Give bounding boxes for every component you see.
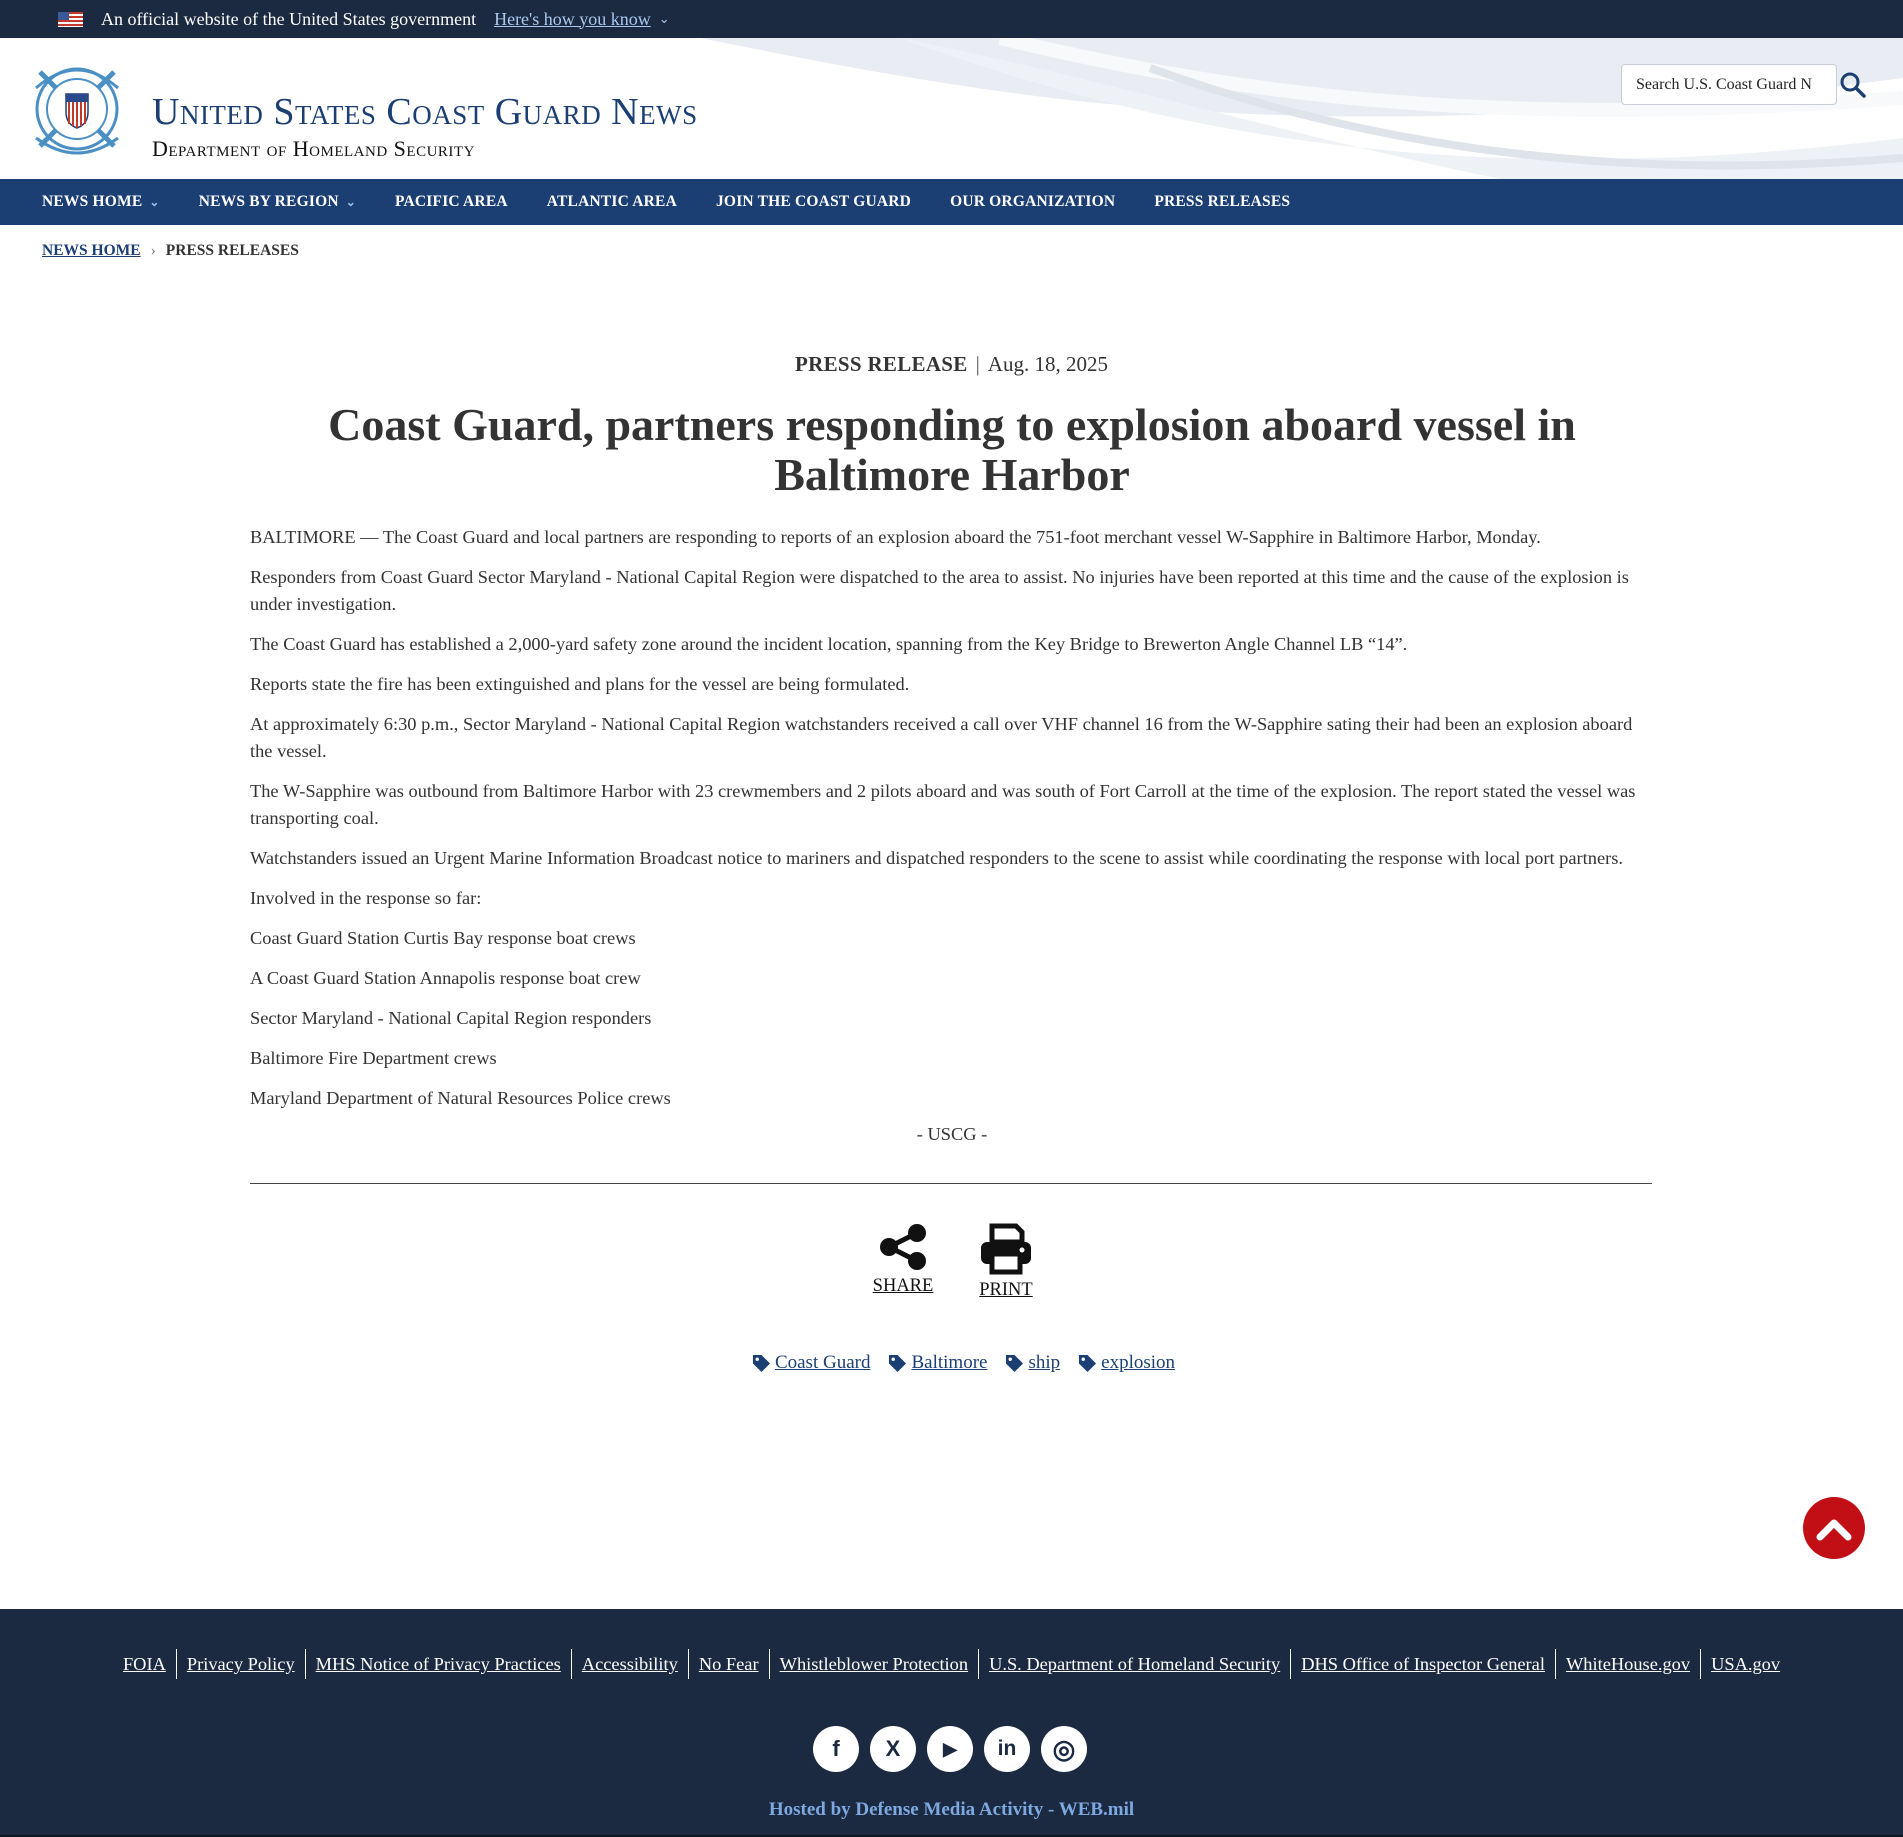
chevron-up-icon <box>1816 1515 1852 1541</box>
chevron-down-icon[interactable]: ⌄ <box>149 194 160 209</box>
tag-label: ship <box>1028 1352 1061 1373</box>
responder-list-item: Coast Guard Station Curtis Bay response boat crews <box>250 928 636 948</box>
tag-label: Baltimore <box>911 1352 988 1373</box>
footer-link-dhs[interactable]: U.S. Department of Homeland Security <box>978 1649 1290 1679</box>
responder-list-item: Baltimore Fire Department crews <box>250 1048 497 1068</box>
article-paragraph: Reports state the fire has been extinguished and plans for the vessel are being formulated. <box>250 674 910 694</box>
social-links <box>813 1726 1087 1772</box>
article-paragraph: Involved in the response so far: <box>250 888 482 908</box>
divider <box>250 1183 1652 1184</box>
article-type: PRESS RELEASE <box>795 352 968 376</box>
article-paragraph: The W-Sapphire was outbound from Baltimore Harbor with 23 crewmembers and 2 pilots aboard and was south of Fort Carroll at the time of the explosion. The report stated the vessel was transporting coal. <box>250 781 1636 828</box>
gov-banner-text: An official website of the United States government <box>101 8 477 29</box>
footer-links <box>0 1649 1903 1679</box>
footer-link-foia[interactable]: FOIA <box>122 1654 166 1674</box>
search-icon[interactable] <box>1838 70 1868 100</box>
nav-news-home[interactable] <box>42 193 160 211</box>
nav-join-coast-guard[interactable]: JOIN THE COAST GUARD <box>715 193 912 210</box>
responder-list-item: Maryland Department of Natural Resources Police crews <box>250 1088 671 1108</box>
tag-icon <box>888 1354 907 1373</box>
chevron-down-icon[interactable]: ⌄ <box>345 194 356 209</box>
x-icon[interactable]: X <box>870 1726 916 1772</box>
nav-label: NEWS HOME <box>42 193 143 210</box>
nav-press-releases[interactable]: PRESS RELEASES <box>1154 193 1291 210</box>
tag-label: Coast Guard <box>774 1352 871 1373</box>
tag-link[interactable] <box>752 1352 871 1374</box>
chevron-down-icon[interactable]: ⌄ <box>658 11 670 26</box>
tag-list <box>12 1352 1903 1374</box>
responder-list-item: Sector Maryland - National Capital Region responders <box>250 1008 652 1028</box>
print-icon <box>978 1222 1034 1276</box>
search-input[interactable] <box>1621 64 1837 105</box>
article-paragraph: Responders from Coast Guard Sector Maryland - National Capital Region were dispatched to the area to assist. No injuries have been reported at this time and the cause of the explosion is under investigation. <box>250 567 1629 614</box>
site-footer <box>0 1609 1903 1837</box>
print-label: PRINT <box>979 1280 1033 1300</box>
article-paragraph: At approximately 6:30 p.m., Sector Maryland - National Capital Region watchstanders received a call over VHF channel 16 from the W-Sapphire sating their had been an explosion aboard the vessel. <box>250 714 1633 761</box>
footer-link-accessibility[interactable]: Accessibility <box>571 1649 688 1679</box>
tag-link[interactable] <box>888 1352 987 1374</box>
article-meta <box>0 352 1903 377</box>
footer-link-dhs-oig[interactable]: DHS Office of Inspector General <box>1290 1649 1555 1679</box>
responder-list-item: A Coast Guard Station Annapolis response boat crew <box>250 968 641 988</box>
breadcrumb-home-link[interactable]: NEWS HOME <box>42 242 141 259</box>
facebook-icon[interactable]: f <box>813 1726 859 1772</box>
nav-pacific-area[interactable]: PACIFIC AREA <box>394 193 508 210</box>
footer-link-usa-gov[interactable]: USA.gov <box>1700 1649 1790 1679</box>
gov-banner <box>0 0 1903 38</box>
tag-link[interactable] <box>1005 1352 1060 1374</box>
hosted-by-link[interactable]: Hosted by Defense Media Activity - WEB.mil <box>768 1799 1135 1820</box>
footer-link-whistleblower[interactable]: Whistleblower Protection <box>769 1649 978 1679</box>
site-header <box>0 38 1903 179</box>
site-subtitle: Department of Homeland Security <box>152 136 475 161</box>
article-signature: - USCG - <box>916 1124 988 1144</box>
share-button[interactable] <box>870 1222 936 1297</box>
share-icon <box>877 1222 929 1272</box>
nav-our-organization[interactable]: OUR ORGANIZATION <box>950 193 1116 210</box>
main-nav <box>0 179 1903 225</box>
tag-label: explosion <box>1101 1352 1176 1373</box>
article-title: Coast Guard, partners responding to explosion aboard vessel in Baltimore Harbor <box>328 399 1576 500</box>
footer-link-mhs-notice[interactable]: MHS Notice of Privacy Practices <box>305 1649 571 1679</box>
article-paragraph: The Coast Guard has established a 2,000-yard safety zone around the incident location, spanning from the Key Bridge to Brewerton Angle Channel LB “14”. <box>250 634 1408 654</box>
footer-link-whitehouse[interactable]: WhiteHouse.gov <box>1555 1649 1700 1679</box>
heres-how-you-know-link[interactable]: Here's how you know <box>494 8 651 29</box>
tag-link[interactable] <box>1078 1352 1175 1374</box>
article-body <box>250 524 1654 1161</box>
back-to-top-button[interactable] <box>1803 1497 1865 1559</box>
article-paragraph: Watchstanders issued an Urgent Marine Information Broadcast notice to mariners and dispatched responders to the scene to assist while coordinating the response with local port partners. <box>250 848 1624 868</box>
us-flag-icon <box>58 12 83 27</box>
site-title[interactable]: United States Coast Guard News <box>152 91 698 133</box>
meta-separator: | <box>975 352 980 376</box>
breadcrumb <box>42 242 299 260</box>
nav-label: NEWS BY REGION <box>198 193 339 210</box>
footer-link-no-fear[interactable]: No Fear <box>688 1649 769 1679</box>
article-date: Aug. 18, 2025 <box>987 352 1108 376</box>
nav-atlantic-area[interactable]: ATLANTIC AREA <box>546 193 677 210</box>
instagram-icon[interactable]: ◎ <box>1041 1726 1087 1772</box>
article-paragraph: BALTIMORE — The Coast Guard and local partners are responding to reports of an explosion aboard the 751-foot merchant vessel W-Sapphire in Baltimore Harbor, Monday. <box>250 527 1541 547</box>
linkedin-icon[interactable]: in <box>984 1726 1030 1772</box>
nav-news-by-region[interactable] <box>199 193 356 211</box>
footer-link-privacy-policy[interactable]: Privacy Policy <box>176 1649 305 1679</box>
share-label: SHARE <box>872 1276 934 1296</box>
chevron-right-icon: › <box>150 242 156 259</box>
youtube-icon[interactable]: ▶ <box>927 1726 973 1772</box>
breadcrumb-current: PRESS RELEASES <box>165 242 299 259</box>
print-button[interactable] <box>974 1222 1038 1301</box>
article-actions <box>870 1222 1050 1312</box>
tag-icon <box>1005 1354 1024 1373</box>
tag-icon <box>752 1354 771 1373</box>
uscg-seal-icon[interactable] <box>26 58 128 160</box>
tag-icon <box>1078 1354 1097 1373</box>
